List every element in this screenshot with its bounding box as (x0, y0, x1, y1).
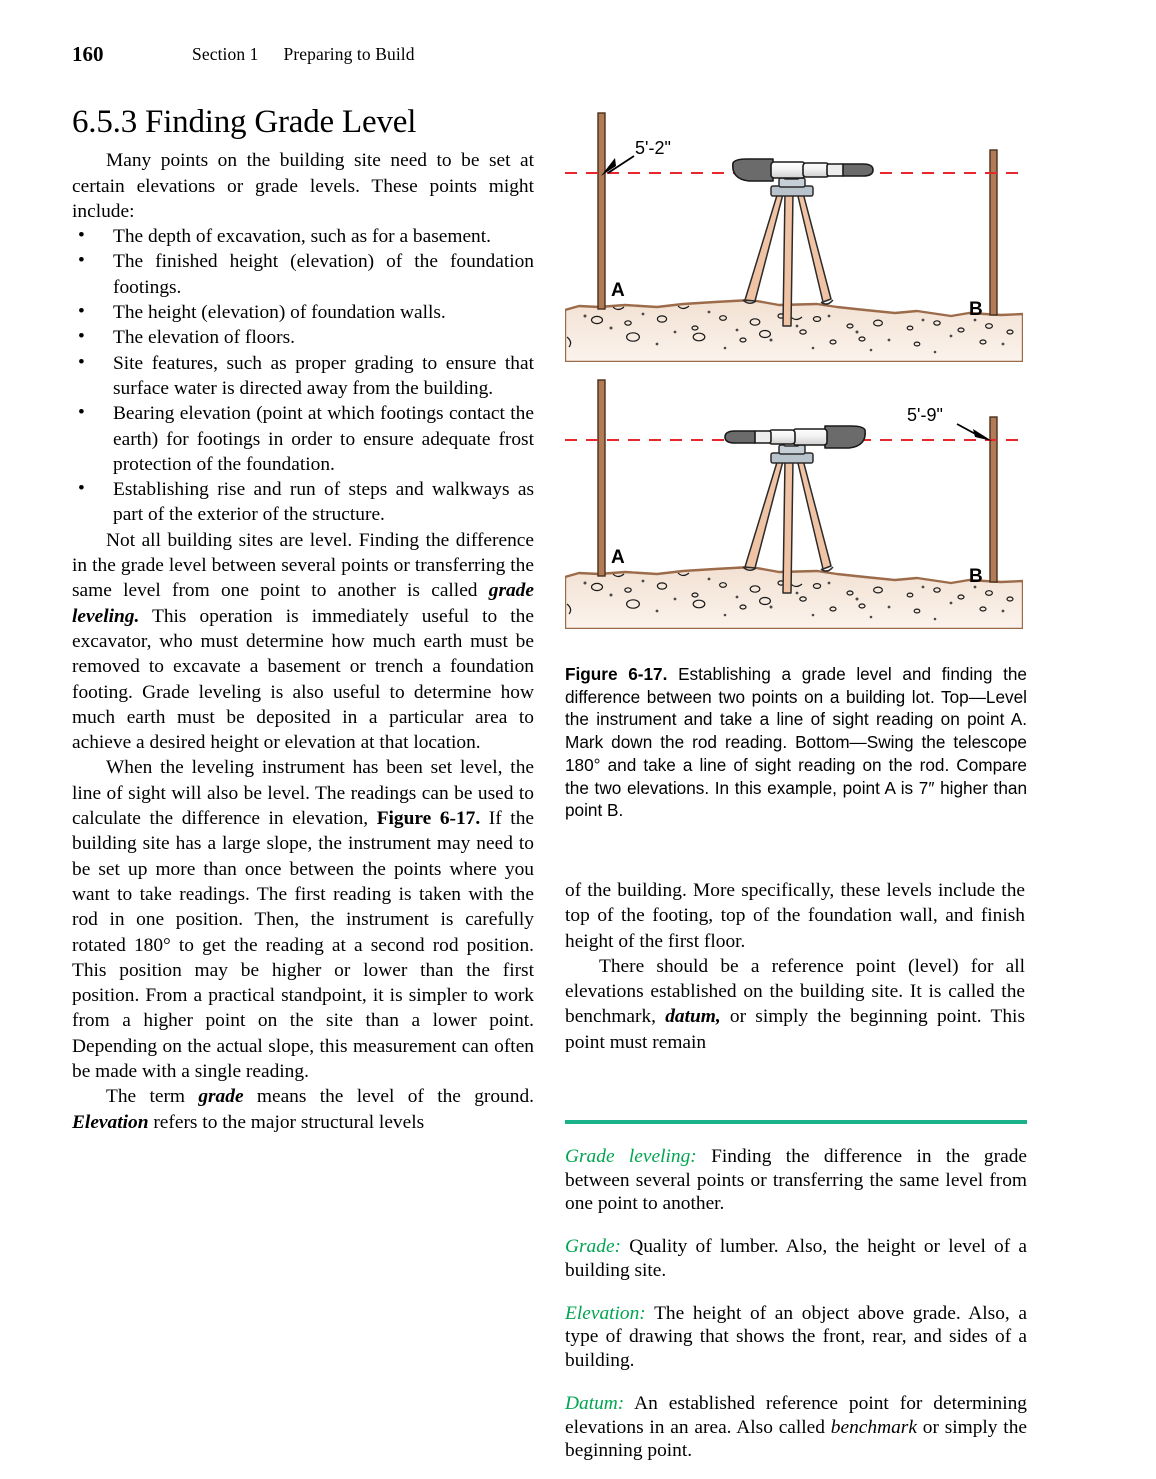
list-item-text: The depth of excavation, such as for a basement. (113, 226, 491, 248)
figure-caption-text: Establishing a grade level and finding the difference between two points on a building lot. Top—Level the instrument and take a line of sight reading on point A. Mark down the rod reading. Bottom—Swing the telescope 180° and take a line of sight reading on the rod. Compare the two elevations. In this example, point A is 7″ higher than point B. (565, 664, 1027, 821)
stake-b-top (990, 150, 997, 315)
figure-6-17 (565, 104, 1025, 629)
para4-part-b: means the level of the ground. (243, 1086, 534, 1108)
list-item-text: The elevation of floors. (113, 327, 295, 349)
glossary-definition-b: or simply the beginning point. (565, 1416, 1027, 1462)
left-column (72, 104, 534, 1135)
page-title: 6.5.3 Finding Grade Level (72, 104, 417, 140)
paragraph-grade-leveling (72, 528, 534, 756)
dimension-leader-bottom (957, 424, 992, 441)
list-item-text: The height (elevation) of foundation walls. (113, 302, 446, 324)
glossary-definition: The height of an object above grade. Also, a type of drawing that shows the front, rear, and sides of a building. (565, 1302, 1027, 1371)
glossary-entry-datum (565, 1392, 1027, 1463)
bullet-icon: • (78, 250, 85, 272)
list-item (72, 224, 534, 249)
stake-label-a-bottom: A (611, 547, 625, 568)
glossary-term: Grade leveling: (565, 1146, 697, 1167)
glossary-definition-a: An established reference point for determining elevations in an area. Also called (565, 1392, 1027, 1438)
ground-bottom (565, 567, 1023, 629)
telescope-top (733, 159, 873, 181)
intro-paragraph: Many points on the building site need to be set at certain elevations or grade levels. These points might include: (72, 150, 534, 222)
list-item-text: Establishing rise and run of steps and walkways as part of the exterior of the structure. (113, 479, 534, 526)
list-item (72, 477, 534, 528)
term-elevation: Elevation (72, 1111, 149, 1133)
para3-part-a: When the leveling instrument has been set level, the line of sight will also be level. The readings can be used to calculate the difference in elevation, (72, 757, 534, 830)
figure-top-illustration (565, 104, 1023, 362)
list-item (72, 249, 534, 300)
page-header (72, 42, 672, 72)
bullet-icon: • (78, 351, 85, 373)
figure-caption (565, 663, 1027, 822)
bullet-icon: • (78, 301, 85, 323)
paragraph-building-levels: of the building. More specifically, these levels include the top of the footing, top of the foundation wall, and finish height of the first floor. (565, 880, 1025, 952)
para3-part-b: If the building site has a large slope, the instrument may need to be set up more than once between the points where you want to take readings. The first reading is taken with the rod in one position. Then, the instrument is carefully rotated 180° to get the reading at a second rod position. This position may be higher or lower than the first position. From a practical standpoint, it is simpler to work from a higher point on the site than a lower point. Depending on the actual slope, this measurement can often be made with a single reading. (72, 808, 534, 1082)
stake-label-a-top: A (611, 280, 625, 301)
glossary-entry-grade-leveling (565, 1145, 1027, 1216)
para2-part-a: Not all building sites are level. Finding the difference in the grade level between several points or transferring the same level from one point to another is called (72, 529, 534, 602)
paragraph-reference-point (565, 954, 1025, 1055)
running-head-section: Section 1 (192, 44, 259, 64)
glossary-entry-grade (565, 1235, 1027, 1282)
para4-part-a: The term (106, 1086, 199, 1108)
stake-label-b-bottom: B (969, 566, 983, 587)
list-item (72, 300, 534, 325)
figure-reference: Figure 6-17. (376, 808, 481, 830)
glossary-term: Elevation: (565, 1302, 646, 1324)
bullet-icon: • (78, 478, 85, 500)
bullet-list (72, 224, 534, 528)
stake-a-top (598, 113, 605, 309)
term-grade-leveling: grade leveling. (72, 580, 534, 627)
glossary-definition: Finding the difference in the grade between several points or transferring the same level from one point to another. (565, 1146, 1027, 1215)
paragraph-leveling-instrument (72, 755, 534, 1084)
stake-a-bottom (598, 380, 605, 576)
ground-top (565, 300, 1023, 362)
glossary-box (565, 1120, 1027, 1471)
term-datum: datum, (665, 1006, 721, 1028)
list-item-text: Site features, such as proper grading to ensure that surface water is directed away from the building. (113, 352, 534, 399)
bullet-icon: • (78, 326, 85, 348)
list-item-text: Bearing elevation (point at which footings contact the earth) for footings in order to ensure adequate frost protection of the foundation. (113, 403, 534, 475)
term-grade: grade (198, 1086, 244, 1108)
telescope-bottom (725, 426, 865, 448)
glossary-definition-emphasis: benchmark (830, 1416, 917, 1438)
para6-part-b: or simply the beginning point. This point must remain (565, 1006, 1025, 1053)
page-number: 160 (72, 42, 104, 66)
bullet-icon: • (78, 225, 85, 247)
stake-b-bottom (990, 417, 997, 582)
glossary-term: Datum: (565, 1392, 625, 1414)
glossary-entry-elevation (565, 1302, 1027, 1373)
glossary-term: Grade: (565, 1236, 622, 1258)
para2-part-b: This operation is immediately useful to the excavator, who must determine how much earth must be removed to excavate a basement or trench a foundation footing. Grade leveling is also useful to determine how much earth must be deposited in a particular area to achieve a desired height or elevation at that location. (72, 605, 534, 754)
figure-panel-top (565, 104, 1023, 362)
stake-label-b-top: B (969, 299, 983, 320)
list-item-text: The finished height (elevation) of the foundation footings. (113, 251, 534, 298)
figure-bottom-illustration (565, 371, 1023, 629)
list-item (72, 351, 534, 402)
list-item (72, 325, 534, 350)
running-head (192, 44, 415, 65)
right-column (565, 878, 1025, 1055)
figure-panel-bottom (565, 371, 1023, 629)
para6-part-a: There should be a reference point (level) for all elevations established on the building site. It is called the benchmark, (565, 955, 1025, 1028)
dimension-label-bottom: 5'-9" (907, 405, 943, 425)
figure-caption-label: Figure 6-17. (565, 664, 668, 684)
bullet-icon: • (78, 402, 85, 424)
running-head-title: Preparing to Build (283, 44, 415, 64)
dimension-label-top: 5'-2" (635, 138, 671, 158)
glossary-definition: Quality of lumber. Also, the height or level of a building site. (565, 1236, 1027, 1281)
paragraph-grade-definition (72, 1084, 534, 1135)
list-item (72, 401, 534, 477)
para4-part-c: refers to the major structural levels (148, 1111, 425, 1133)
glossary-divider (565, 1120, 1027, 1124)
